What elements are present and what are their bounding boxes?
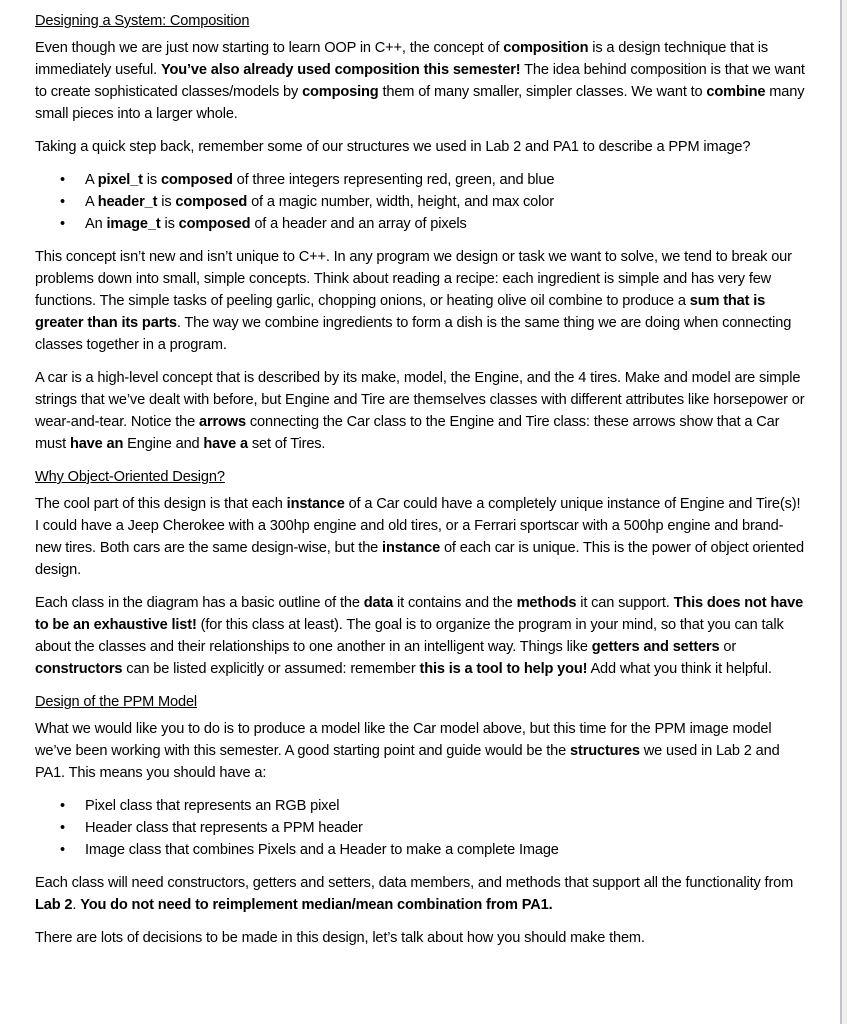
text: A	[85, 172, 98, 188]
list-item	[35, 839, 805, 861]
text: many small pieces into a larger whole.	[35, 84, 805, 122]
text: them of many smaller, simpler classes. We want to	[378, 84, 707, 100]
bold-text: have a	[203, 436, 248, 452]
bold-text: structures	[570, 743, 640, 759]
list-item	[35, 795, 805, 817]
bold-text: composed	[160, 172, 233, 188]
paragraph-car	[35, 367, 805, 455]
bold-text: getters and setters	[591, 639, 720, 655]
list-item	[35, 169, 805, 191]
paragraph-recipe	[35, 246, 805, 356]
structures-list	[35, 169, 805, 235]
text: is	[157, 194, 176, 210]
text: is	[142, 172, 161, 188]
list-item	[35, 191, 805, 213]
section-heading-composition: Designing a System: Composition	[35, 13, 250, 29]
text: . The way we combine ingredients to form a dish is the same thing we are doing when connecting classes together in a program.	[35, 315, 792, 353]
text: set of Tires.	[247, 436, 326, 452]
text: it can support.	[576, 595, 674, 611]
text: or	[719, 639, 737, 655]
text: The cool part of this design is that each	[35, 496, 287, 512]
bold-text: sum that is greater than its parts	[35, 293, 766, 331]
text: Add what you think it helpful.	[587, 661, 772, 677]
text: An	[85, 216, 107, 232]
bold-text: image_t	[106, 216, 161, 232]
text: What we would like you to do is to produce a model like the Car model above, but this time for the PPM image model we’ve been working with this semester. A good starting point and guide would be the	[35, 721, 772, 759]
bold-text: header_t	[97, 194, 158, 210]
bold-text: methods	[516, 595, 577, 611]
classes-list	[35, 795, 805, 861]
bold-text: Lab 2	[35, 897, 73, 913]
paragraph-diagram-outline	[35, 592, 805, 680]
bold-text: composition	[503, 40, 589, 56]
text: Pixel class that represents an RGB pixel	[85, 798, 340, 814]
paragraph-decisions: There are lots of decisions to be made in this design, let’s talk about how you should make them.	[35, 930, 645, 946]
paragraph-composition-intro	[35, 37, 805, 125]
text: of three integers representing red, green, and blue	[232, 172, 555, 188]
bold-text: instance	[286, 496, 345, 512]
text: .	[72, 897, 81, 913]
paragraph-ppm-intro	[35, 718, 805, 784]
bold-text: You do not need to reimplement median/mean combination from PA1.	[80, 897, 553, 913]
section-heading-ppm-model: Design of the PPM Model	[35, 694, 198, 710]
text: can be listed explicitly or assumed: remember	[122, 661, 420, 677]
bullet-icon: •	[60, 820, 65, 836]
bold-text: constructors	[35, 661, 123, 677]
paragraph-instance	[35, 493, 805, 581]
text: A car is a high-level concept that is described by its make, model, the Engine, and the 4 tires. Make and model are simple strings that we’ve dealt with before, but Engine and Tire are themselves classes with different attributes like horsepower or wear-and-tear. Notice the	[35, 370, 805, 430]
bullet-icon: •	[60, 798, 65, 814]
text: Each class in the diagram has a basic outline of the	[35, 595, 364, 611]
text: This concept isn’t new and isn’t unique to C++. In any program we design or task we want to solve, we tend to break our problems down into small, simple concepts. Think about reading a recipe: each ingredient is simple and has very few functions. The simple tasks of peeling garlic, chopping onions, or heating olive oil combine to produce a	[35, 249, 792, 309]
text: Each class will need constructors, getters and setters, data members, and methods that support all the functionality from	[35, 875, 794, 891]
bullet-icon: •	[60, 172, 65, 188]
bullet-icon: •	[60, 842, 65, 858]
text: is a design technique that is immediately useful.	[35, 40, 769, 78]
text: of a header and an array of pixels	[250, 216, 467, 232]
bold-text: combine	[706, 84, 766, 100]
text: of a magic number, width, height, and max color	[247, 194, 554, 210]
text: of a Car could have a completely unique instance of Engine and Tire(s)! I could have a Jeep Cherokee with a 300hp engine and old tires, or a Ferrari sportscar with a 500hp engine and brand-new tires. Both cars are the same design-wise, but the	[35, 496, 801, 556]
text: Even though we are just now starting to learn OOP in C++, the concept of	[35, 40, 504, 56]
bold-text: You’ve also already used composition this semester!	[160, 62, 521, 78]
bullet-icon: •	[60, 194, 65, 210]
text: Header class that represents a PPM header	[85, 820, 363, 836]
paragraph-step-back: Taking a quick step back, remember some of our structures we used in Lab 2 and PA1 to describe a PPM image?	[35, 139, 751, 155]
page-margin-strip	[842, 0, 847, 1024]
bold-text: composing	[302, 84, 379, 100]
text: Engine and	[123, 436, 204, 452]
text: we used in Lab 2 and PA1. This means you should have a:	[35, 743, 780, 781]
bold-text: composed	[175, 194, 248, 210]
text: it contains and the	[393, 595, 517, 611]
bullet-icon: •	[60, 216, 65, 232]
bold-text: have an	[69, 436, 124, 452]
section-heading-why-ood: Why Object-Oriented Design?	[35, 469, 225, 485]
bold-text: data	[363, 595, 394, 611]
bold-text: This does not have to be an exhaustive list!	[35, 595, 804, 633]
paragraph-requirements	[35, 872, 805, 916]
bold-text: arrows	[199, 414, 246, 430]
text: The idea behind composition is that we want to create sophisticated classes/models by	[35, 62, 805, 100]
document-content	[35, 10, 805, 960]
list-item	[35, 817, 805, 839]
text: of each car is unique. This is the power of object oriented design.	[35, 540, 804, 578]
list-item	[35, 213, 805, 235]
text: Image class that combines Pixels and a Header to make a complete Image	[85, 842, 559, 858]
text: A	[85, 194, 98, 210]
bold-text: instance	[382, 540, 441, 556]
text: is	[160, 216, 179, 232]
text: connecting the Car class to the Engine and Tire class: these arrows show that a Car must	[35, 414, 780, 452]
text: (for this class at least). The goal is to organize the program in your mind, so that you can talk about the classes and their relationships to one another in an intelligent way. Things like	[35, 617, 784, 655]
bold-text: composed	[178, 216, 251, 232]
bold-text: pixel_t	[97, 172, 143, 188]
bold-text: this is a tool to help you!	[419, 661, 588, 677]
